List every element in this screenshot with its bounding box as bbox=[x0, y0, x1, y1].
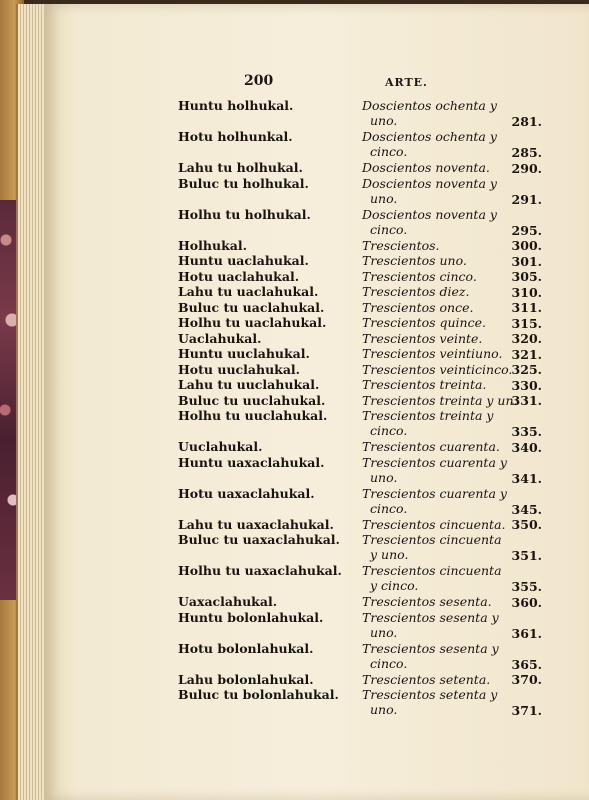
arabic-numeral: 351. bbox=[511, 548, 542, 563]
spanish-numeral bbox=[362, 269, 502, 284]
spanish-line-2: uno. bbox=[370, 624, 398, 640]
spanish-line-1: Trescientos veintiuno. bbox=[362, 346, 503, 361]
spanish-line-1: Trescientos treinta y un. bbox=[362, 392, 518, 408]
spanish-line-1: Trescientos cinco. bbox=[362, 268, 477, 284]
arabic-numeral: 290. bbox=[511, 160, 542, 176]
arabic-numeral: 281. bbox=[511, 114, 542, 129]
arabic-numeral: 355. bbox=[511, 579, 542, 594]
spanish-line-1: Trescientos cuarenta y bbox=[362, 454, 507, 470]
spanish-line-1: Trescientos cincuenta. bbox=[362, 516, 506, 532]
arabic-numeral: 285. bbox=[511, 145, 542, 160]
table-row bbox=[176, 315, 544, 331]
table-row bbox=[176, 672, 544, 688]
spanish-line-1: Trescientos treinta. bbox=[362, 377, 487, 392]
table-row bbox=[176, 377, 544, 393]
arabic-numeral: 301. bbox=[511, 253, 542, 269]
spanish-line-1: Trescientos cincuenta bbox=[362, 532, 502, 547]
spanish-numeral bbox=[362, 346, 502, 361]
spanish-numeral bbox=[362, 594, 502, 609]
spanish-line-2: y cinco. bbox=[370, 578, 419, 593]
maya-numeral: Lahu tu uaclahukal. bbox=[178, 284, 319, 299]
arabic-numeral: 305. bbox=[511, 269, 542, 284]
spanish-numeral bbox=[362, 563, 502, 593]
spanish-line-1: Trescientos veinticinco. bbox=[362, 361, 513, 377]
table-row bbox=[176, 176, 544, 207]
spanish-numeral bbox=[362, 207, 502, 237]
spanish-line-1: Trescientos sesenta. bbox=[362, 594, 492, 609]
maya-numeral: Lahu tu uaxaclahukal. bbox=[178, 516, 334, 532]
spanish-line-1: Trescientos uno. bbox=[362, 253, 467, 268]
maya-numeral: Holhu tu uaclahukal. bbox=[178, 315, 327, 330]
table-row bbox=[176, 393, 544, 409]
arabic-numeral: 321. bbox=[511, 346, 542, 362]
maya-numeral: Holhu tu holhukal. bbox=[178, 206, 311, 222]
spanish-line-1: Trescientos cuarenta y bbox=[362, 485, 507, 501]
spanish-numeral bbox=[362, 238, 502, 253]
spanish-numeral bbox=[362, 160, 502, 175]
table-row bbox=[176, 594, 544, 610]
spanish-line-1: Trescientos setenta. bbox=[362, 671, 491, 687]
arabic-numeral: 350. bbox=[511, 517, 542, 532]
arabic-numeral: 330. bbox=[511, 377, 542, 393]
arabic-numeral: 295. bbox=[511, 222, 542, 238]
maya-numeral: Uaclahukal. bbox=[178, 330, 262, 346]
maya-numeral: Huntu bolonlahukal. bbox=[178, 609, 324, 625]
table-row bbox=[176, 238, 544, 254]
arabic-numeral: 315. bbox=[511, 315, 542, 331]
spanish-numeral bbox=[362, 532, 502, 562]
arabic-numeral: 291. bbox=[511, 191, 542, 207]
maya-numeral: Buluc tu uuclahukal. bbox=[178, 392, 326, 408]
maya-numeral: Holhu tu uuclahukal. bbox=[178, 408, 328, 423]
spanish-line-1: Trescientos veinte. bbox=[362, 330, 483, 346]
maya-numeral: Hotu uuclahukal. bbox=[178, 361, 301, 377]
spanish-line-1: Trescientos. bbox=[362, 237, 440, 253]
maya-numeral: Uuclahukal. bbox=[178, 439, 263, 454]
spanish-numeral bbox=[362, 516, 506, 532]
table-row bbox=[176, 98, 544, 129]
arabic-numeral: 311. bbox=[511, 300, 542, 315]
maya-numeral: Huntu holhukal. bbox=[178, 98, 294, 113]
spanish-numeral bbox=[362, 331, 502, 346]
spanish-line-2: cinco. bbox=[370, 423, 408, 438]
spanish-line-1: Doscientos noventa. bbox=[362, 160, 490, 175]
spanish-line-2: cinco. bbox=[370, 221, 408, 237]
spanish-numeral bbox=[362, 300, 502, 315]
spanish-line-1: Trescientos cuarenta. bbox=[362, 439, 500, 454]
table-row bbox=[176, 687, 544, 718]
arabic-numeral: 361. bbox=[511, 625, 542, 641]
arabic-numeral: 320. bbox=[511, 331, 542, 346]
spanish-line-1: Trescientos setenta y bbox=[362, 687, 498, 702]
spanish-line-2: uno. bbox=[370, 113, 398, 128]
spanish-line-1: Doscientos ochenta y bbox=[362, 129, 497, 144]
maya-numeral: Lahu tu uuclahukal. bbox=[178, 377, 320, 392]
running-head: ARTE. bbox=[385, 76, 428, 89]
spanish-numeral bbox=[362, 284, 502, 299]
spanish-numeral bbox=[362, 454, 507, 485]
spanish-numeral bbox=[362, 672, 502, 687]
table-row bbox=[176, 455, 544, 486]
spanish-line-1: Trescientos sesenta y bbox=[362, 609, 499, 625]
maya-numeral: Buluc tu bolonlahukal. bbox=[178, 687, 339, 702]
arabic-numeral: 331. bbox=[511, 393, 542, 408]
maya-numeral: Huntu uaclahukal. bbox=[178, 253, 309, 268]
table-row bbox=[176, 610, 544, 641]
numeral-table bbox=[176, 98, 544, 718]
spanish-line-2: uno. bbox=[370, 190, 398, 206]
spanish-numeral bbox=[362, 129, 502, 159]
spanish-numeral bbox=[362, 485, 507, 516]
spanish-numeral bbox=[362, 176, 502, 206]
maya-numeral: Lahu bolonlahukal. bbox=[178, 671, 314, 687]
spanish-line-1: Doscientos noventa y bbox=[362, 175, 497, 191]
arabic-numeral: 370. bbox=[511, 672, 542, 687]
spanish-numeral bbox=[362, 641, 502, 671]
maya-numeral: Uaxaclahukal. bbox=[178, 594, 278, 609]
maya-numeral: Holhu tu uaxaclahukal. bbox=[178, 563, 342, 578]
spanish-numeral bbox=[362, 253, 502, 268]
table-row bbox=[176, 362, 544, 378]
spanish-line-1: Trescientos sesenta y bbox=[362, 640, 499, 656]
spanish-line-2: cinco. bbox=[370, 655, 408, 671]
maya-numeral: Hotu bolonlahukal. bbox=[178, 640, 314, 656]
arabic-numeral: 335. bbox=[511, 424, 542, 439]
spanish-line-1: Doscientos ochenta y bbox=[362, 98, 497, 113]
arabic-numeral: 371. bbox=[511, 703, 542, 718]
table-row bbox=[176, 160, 544, 176]
spanish-numeral bbox=[362, 377, 502, 392]
table-row bbox=[176, 439, 544, 455]
spanish-line-1: Trescientos diez. bbox=[362, 284, 470, 299]
spanish-line-1: Trescientos quince. bbox=[362, 315, 486, 330]
table-row bbox=[176, 641, 544, 672]
maya-numeral: Hotu uaclahukal. bbox=[178, 268, 300, 284]
spanish-line-1: Trescientos treinta y bbox=[362, 408, 494, 423]
arabic-numeral: 345. bbox=[511, 501, 542, 517]
spanish-numeral bbox=[362, 315, 502, 330]
table-row bbox=[176, 207, 544, 238]
table-row bbox=[176, 486, 544, 517]
arabic-numeral: 341. bbox=[511, 470, 542, 486]
arabic-numeral: 310. bbox=[511, 284, 542, 300]
spanish-numeral bbox=[362, 439, 502, 454]
maya-numeral: Lahu tu holhukal. bbox=[178, 160, 303, 175]
maya-numeral: Huntu uuclahukal. bbox=[178, 346, 310, 361]
table-row bbox=[176, 532, 544, 563]
maya-numeral: Buluc tu uaclahukal. bbox=[178, 299, 325, 315]
table-row bbox=[176, 253, 544, 269]
spanish-line-1: Trescientos once. bbox=[362, 299, 474, 315]
arabic-numeral: 325. bbox=[511, 362, 542, 377]
table-row bbox=[176, 346, 544, 362]
spanish-numeral bbox=[362, 98, 502, 128]
arabic-numeral: 300. bbox=[511, 238, 542, 253]
maya-numeral: Buluc tu uaxaclahukal. bbox=[178, 532, 340, 547]
spanish-line-2: y uno. bbox=[370, 547, 409, 562]
spanish-line-1: Trescientos cincuenta bbox=[362, 563, 502, 578]
arabic-numeral: 365. bbox=[511, 656, 542, 672]
maya-numeral: Holhukal. bbox=[178, 237, 247, 253]
table-row bbox=[176, 300, 544, 316]
maya-numeral: Huntu uaxaclahukal. bbox=[178, 454, 325, 470]
table-row bbox=[176, 331, 544, 347]
spanish-line-2: uno. bbox=[370, 469, 398, 485]
arabic-numeral: 340. bbox=[511, 439, 542, 455]
maya-numeral: Buluc tu holhukal. bbox=[178, 175, 309, 191]
spanish-numeral bbox=[362, 392, 518, 408]
spanish-numeral bbox=[362, 361, 513, 377]
spanish-line-1: Doscientos noventa y bbox=[362, 206, 497, 222]
table-row bbox=[176, 408, 544, 439]
spanish-line-2: cinco. bbox=[370, 500, 408, 516]
spanish-line-2: uno. bbox=[370, 702, 398, 717]
table-row bbox=[176, 269, 544, 285]
arabic-numeral: 360. bbox=[511, 594, 542, 610]
table-row bbox=[176, 517, 544, 533]
page-number: 200 bbox=[244, 73, 274, 89]
maya-numeral: Hotu holhunkal. bbox=[178, 129, 293, 144]
maya-numeral: Hotu uaxaclahukal. bbox=[178, 485, 315, 501]
table-row bbox=[176, 284, 544, 300]
spanish-numeral bbox=[362, 408, 502, 438]
spanish-numeral bbox=[362, 687, 502, 717]
table-row bbox=[176, 563, 544, 594]
spanish-numeral bbox=[362, 610, 502, 640]
spanish-line-2: cinco. bbox=[370, 144, 408, 159]
table-row bbox=[176, 129, 544, 160]
